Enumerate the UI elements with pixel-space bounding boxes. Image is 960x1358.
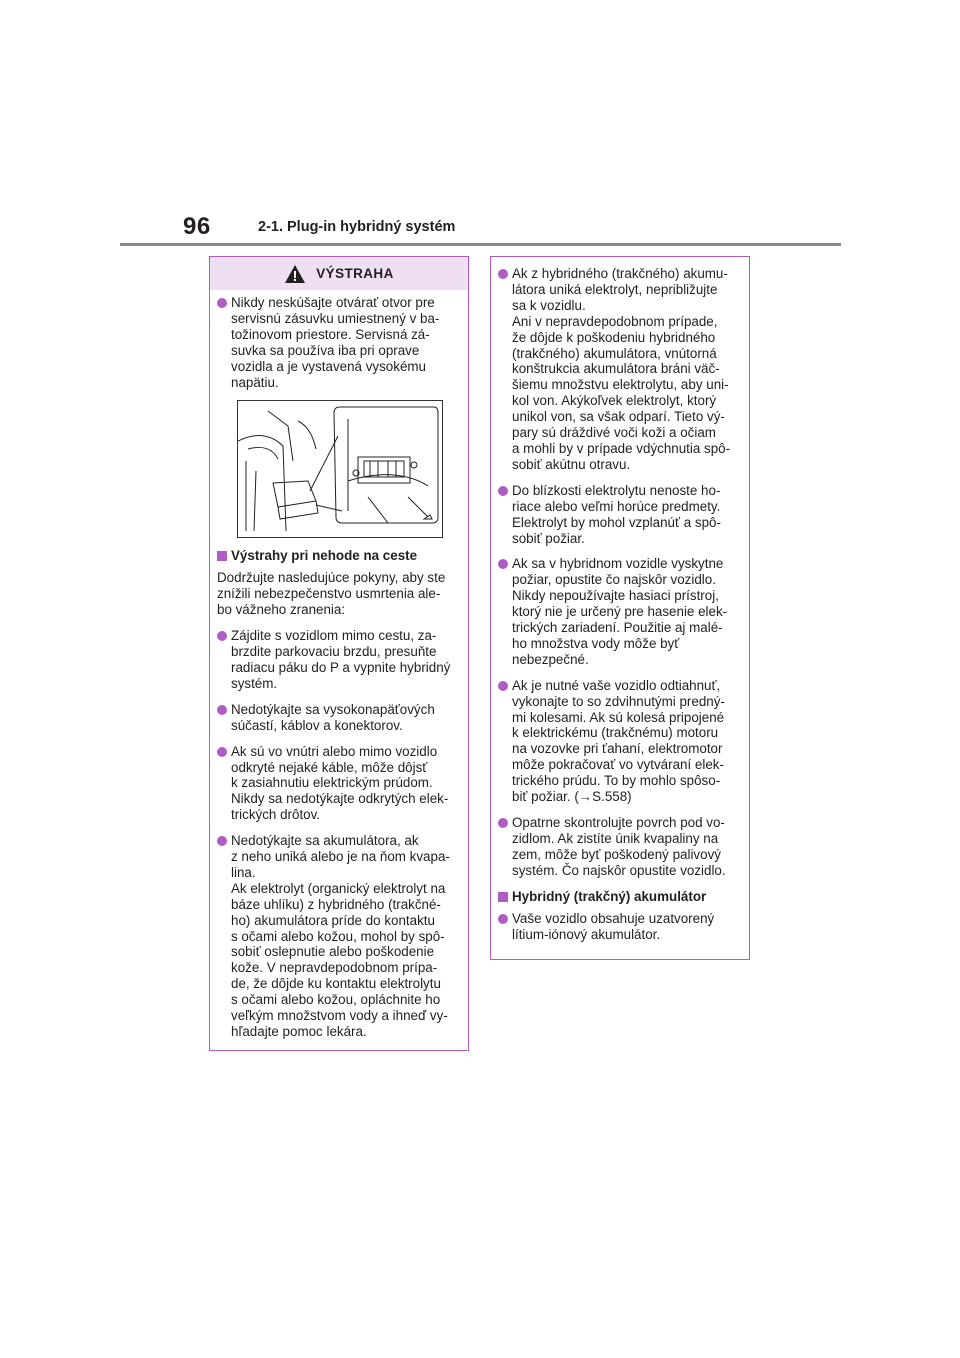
heading-square-icon [498, 892, 508, 902]
section-intro: Dodržujte nasledujúce pokyny, aby ste znížili nebezpečenstvo usmrtenia ale- bo vážneho zranenia: [217, 570, 446, 618]
list-item [217, 295, 462, 390]
warning-box-continued [490, 256, 750, 960]
list-item [217, 744, 462, 824]
list-item [217, 702, 462, 734]
bullet-dot [217, 631, 227, 641]
section-heading [217, 548, 462, 564]
bullet-dot [498, 269, 508, 279]
bullet-dot [498, 818, 508, 828]
item-text: Ak je nutné vaše vozidlo odtiahnuť, vykonajte to so zdvihnutými predný- mi kolesami. Ak sú kolesá pripojené k elektrickému (trakčnému) motoru na vozovke pri ťahaní, elektromotor môže pokračovať vo vytváraní elek- trického prúdu. To by mohlo spôso- biť požiar. (→S.558) [512, 677, 725, 805]
item-text: Nedotýkajte sa vysokonapäťových súčastí, káblov a konektorov. [231, 701, 435, 733]
warning-triangle-icon [284, 264, 306, 284]
list-item [498, 911, 743, 943]
list-item [498, 815, 743, 879]
list-item [498, 556, 743, 667]
service-plug-illustration [237, 400, 443, 538]
section-heading [498, 889, 743, 905]
list-item [498, 678, 743, 805]
warning-header [210, 257, 468, 290]
bullet-dot [217, 298, 227, 308]
item-text: Vaše vozidlo obsahuje uzatvorený lítium-iónový akumulátor. [512, 910, 715, 942]
item-text: Ak z hybridného (trakčného) akumu- látora uniká elektrolyt, nepribližujte sa k vozidlu. Ani v nepravdepodobnom prípade, že dôjde k poškodeniu hybridného (trakčného) akumulátora, vnútorná konštrukcia akumulátora bráni väč- šiemu množstvu elektrolytu, aby uni- kol von. Akýkoľvek elektrolyt, ktorý unikol von, sa však odparí. Tieto vý- pary sú dráždivé voči koži a očiam a mohli by v prípade vdýchnutia spô- sobiť akútnu otravu. [512, 266, 731, 472]
list-item [217, 833, 462, 1040]
section-title: 2-1. Plug-in hybridný systém [258, 219, 456, 235]
heading-text: Výstrahy pri nehode na ceste [231, 548, 418, 564]
bullet-dot [498, 559, 508, 569]
list-item [498, 483, 743, 547]
service-plug-drawing [238, 401, 442, 537]
item-text: Opatrne skontrolujte povrch pod vo- zidlom. Ak zistíte únik kvapaliny na zem, môže byť poškodený palivový systém. Čo najskôr opustite vozidlo. [512, 815, 726, 878]
bullet-dot [217, 747, 227, 757]
item-text: Ak sú vo vnútri alebo mimo vozidlo odkryté nejaké káble, môže dôjsť k zasiahnutiu elektrickým prúdom. Nikdy sa nedotýkajte odkrytých elek- trických drôtov. [231, 743, 449, 823]
item-text: Nikdy neskúšajte otvárať otvor pre servisnú zásuvku umiestnený v ba- tožinovom priestore. Servisná zá- suvka sa používa iba pri oprave vozidla a je vystavená vysokému napätiu. [231, 295, 440, 390]
bullet-dot [498, 681, 508, 691]
list-item [498, 266, 743, 473]
heading-square-icon [217, 551, 227, 561]
bullet-dot [217, 705, 227, 715]
bullet-dot [217, 836, 227, 846]
bullet-dot [498, 914, 508, 924]
bullet-dot [498, 486, 508, 496]
warning-box [209, 256, 469, 1051]
list-item [217, 628, 462, 692]
item-text: Ak sa v hybridnom vozidle vyskytne požiar, opustite čo najskôr vozidlo. Nikdy nepoužívajte hasiaci prístroj, ktorý nie je určený pre hasenie elek- trických zariadení. Použitie aj malé- ho množstva vody môže byť nebezpečné. [512, 556, 728, 667]
item-text: Zájdite s vozidlom mimo cestu, za- brzdite parkovaciu brzdu, presuňte radiacu páku do P a vypnite hybridný systém. [231, 628, 451, 691]
item-text: Nedotýkajte sa akumulátora, ak z neho uniká alebo je na ňom kvapa- lina. Ak elektrolyt (organický elektrolyt na báze uhlíku) z hybridného (trakčné- ho) akumulátora príde do kontaktu s očami alebo kožou, mohol by spô- sobiť oslepnutie alebo poškodenie kože. V nepravdepodobnom prípa- de, že dôjde ku kontaktu elektrolytu s očami alebo kožou, opláchnite ho veľkým množstvom vody a ihneď vy- hľadajte pomoc lekára. [231, 833, 450, 1039]
page-number: 96 [183, 213, 211, 240]
header-rule [120, 243, 841, 246]
heading-text: Hybridný (trakčný) akumulátor [512, 888, 707, 904]
warning-title: VÝSTRAHA [316, 266, 394, 281]
item-text: Do blízkosti elektrolytu nenoste ho- riace alebo veľmi horúce predmety. Elektrolyt by mohol vzplanúť a spô- sobiť požiar. [512, 482, 721, 546]
